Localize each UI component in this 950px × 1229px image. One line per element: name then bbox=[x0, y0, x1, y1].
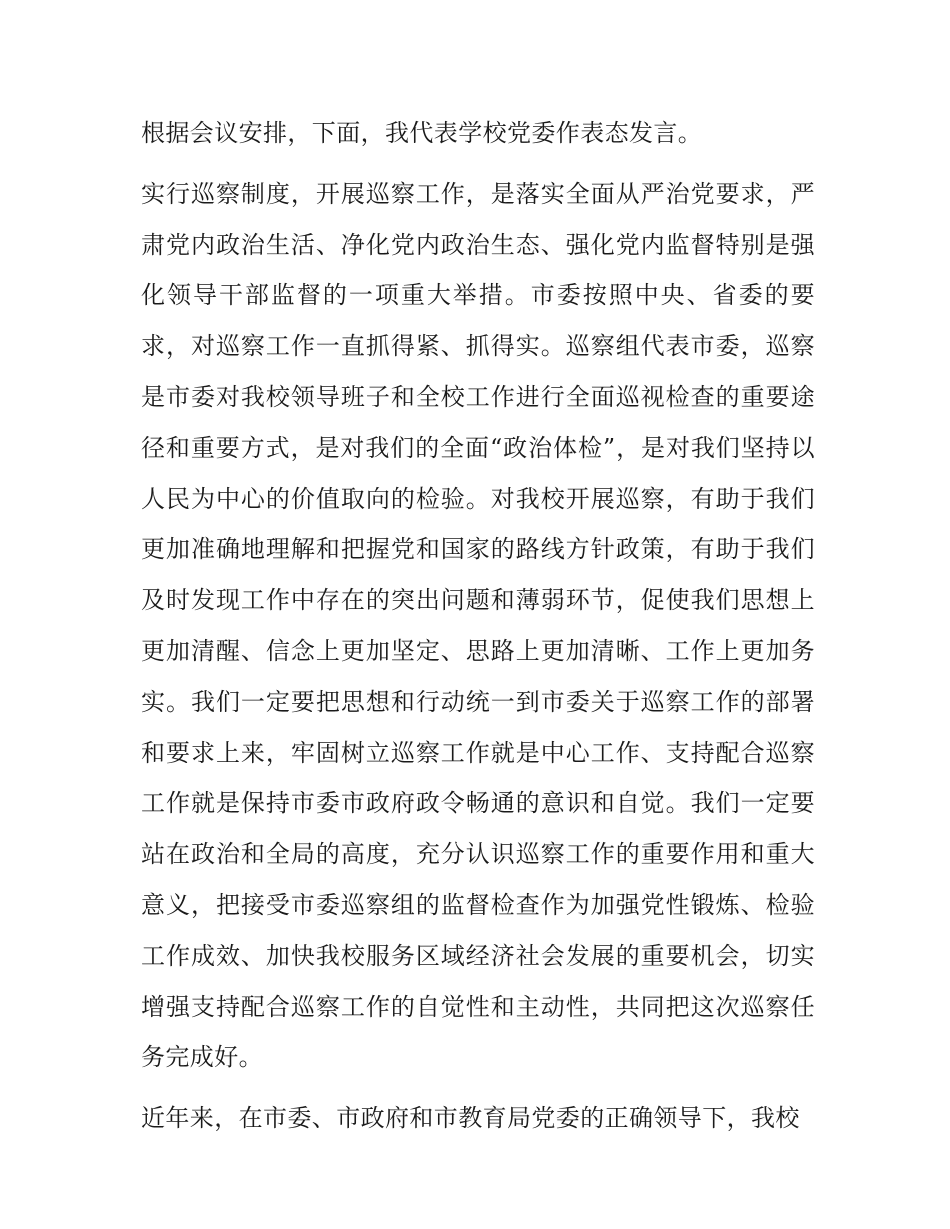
paragraph-recent-years: 近年来，在市委、市政府和市教育局党委的正确领导下，我校 bbox=[141, 1104, 800, 1133]
paragraph-intro: 根据会议安排，下面，我代表学校党委作表态发言。 bbox=[141, 119, 703, 147]
paragraph-inspection-significance: 实行巡察制度，开展巡察工作，是落实全面从严治党要求，严肃党内政治生活、净化党内政治生态、强化党内监督特别是强化领导干部监督的一项重大举措。市委按照中央、省委的要求，对巡察工作一直抓得紧、抓得实。巡察组代表市委，巡察是市委对我校领导班子和全校工作进行全面巡视检查的重要途径和重要方式，是对我们的全面“政治体检”，是对我们坚持以人民为中心的价值取向的检验。对我校开展巡察，有助于我们更加准确地理解和把握党和国家的路线方针政策，有助于我们及时发现工作中存在的突出问题和薄弱环节，促使我们思想上更加清醒、信念上更加坚定、思路上更加清晰、工作上更加务实。我们一定要把思想和行动统一到市委关于巡察工作的部署和要求上来，牢固树立巡察工作就是中心工作、支持配合巡察工作就是保持市委市政府政令畅通的意识和自觉。我们一定要站在政治和全局的高度，充分认识巡察工作的重要作用和重大意义，把接受市委巡察组的监督检查作为加强党性锻炼、检验工作成效、加快我校服务区域经济社会发展的重要机会，切实增强支持配合巡察工作的自觉性和主动性，共同把这次巡察任务完成好。 bbox=[141, 179, 815, 1072]
document-body bbox=[141, 108, 815, 1154]
